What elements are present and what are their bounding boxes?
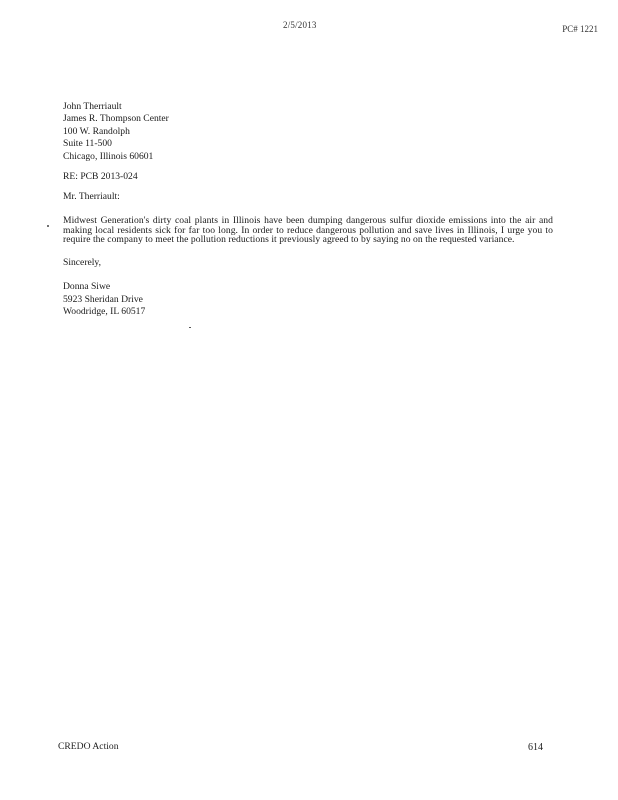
footer-page-number: 614 [528, 742, 543, 753]
address-line-name: John Therriault [63, 101, 122, 112]
margin-mark [47, 225, 49, 227]
header-page-label: PC# 1221 [562, 24, 598, 34]
address-line-street: 100 W. Randolph [63, 125, 130, 137]
closing: Sincerely, [63, 256, 102, 268]
reference-line: RE: PCB 2013-024 [63, 171, 138, 183]
recipient-address [63, 101, 553, 163]
sender-signature-block [63, 281, 553, 318]
letter-body [63, 101, 553, 319]
body-paragraph: Midwest Generation's dirty coal plants in Illinois have been dumping dangerous sulfur dioxide emissions into the air and making local residents sick for far too long. In order to reduce dangerous pollution and save lives in Illinois, I urge you to require the company to meet the pollution reductions it previously agreed to by saying no on the requested variance. [63, 214, 553, 246]
address-line-building: James R. Thompson Center [63, 113, 169, 125]
header-date: 2/5/2013 [283, 20, 317, 30]
sender-name: Donna Siwe [63, 281, 111, 293]
sender-city: Woodridge, IL 60517 [63, 306, 146, 318]
scan-artifact [189, 327, 191, 328]
sender-street: 5923 Sheridan Drive [63, 293, 143, 305]
salutation: Mr. Therriault: [63, 191, 120, 203]
footer-source: CREDO Action [58, 741, 119, 752]
address-line-city: Chicago, Illinois 60601 [63, 150, 154, 162]
address-line-suite: Suite 11-500 [63, 138, 112, 150]
